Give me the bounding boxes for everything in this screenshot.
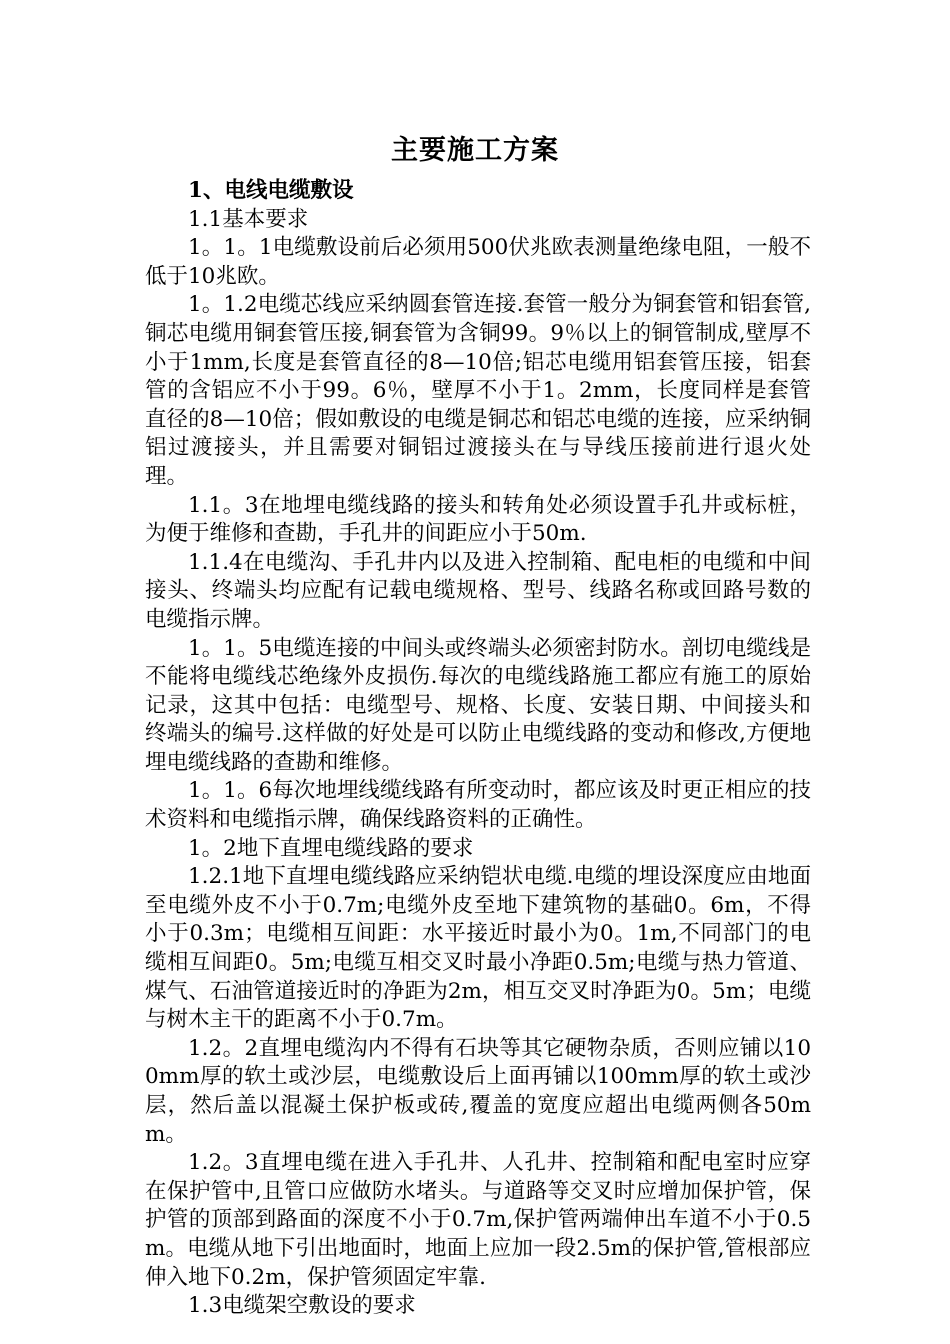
page-title: 主要施工方案 <box>391 135 559 166</box>
section-heading: 1、电线电缆敷设 <box>188 178 354 203</box>
document-body <box>145 177 811 1321</box>
paragraph: 1.1.4在电缆沟、手孔井内以及进入控制箱、配电柜的电缆和中间接头、终端头均应配有记载电缆规格、型号、线路名称或回路号数的电缆指示牌。 <box>145 549 811 632</box>
paragraph: 1。1。6每次地埋线缆线路有所变动时，都应该及时更正相应的技术资料和电缆指示牌，确保线路资料的正确性。 <box>145 778 811 833</box>
subsection-heading: 1.3电缆架空敷设的要求 <box>188 1293 416 1319</box>
paragraph: 1。1。5电缆连接的中间头或终端头必须密封防水。剖切电缆线是不能将电缆线芯绝缘外皮损伤.每次的电缆线路施工都应有施工的原始记录，这其中包括：电缆型号、规格、长度、安装日期、中间接头和终端头的编号.这样做的好处是可以防止电缆线路的变动和修改,方便地埋电缆线路的查勘和维修。 <box>145 635 811 775</box>
paragraph: 1.2。3直埋电缆在进入手孔井、人孔井、控制箱和配电室时应穿在保护管中,且管口应做防水堵头。与道路等交叉时应增加保护管，保护管的顶部到路面的深度不小于0.7m,保护管两端伸出车道不小于0.5m。电缆从地下引出地面时，地面上应加一段2.5m的保护管,管根部应伸入地下0.2m，保护管须固定牢靠. <box>145 1150 811 1290</box>
subsection-heading: 1。2地下直埋电缆线路的要求 <box>188 835 474 861</box>
paragraph: 1。1。1电缆敷设前后必须用500伏兆欧表测量绝缘电阻，一般不低于10兆欧。 <box>145 235 811 289</box>
subsection-heading: 1.1基本要求 <box>188 206 309 232</box>
paragraph: 1.2。2直埋电缆沟内不得有石块等其它硬物杂质，否则应铺以100mm厚的软土或沙层，电缆敷设后上面再铺以100mm厚的软土或沙层，然后盖以混凝土保护板或砖,覆盖的宽度应超出电缆两侧各50mm。 <box>145 1035 811 1147</box>
paragraph: 1。1.2电缆芯线应采纳圆套管连接.套管一般分为铜套管和铝套管,铜芯电缆用铜套管压接,铜套管为含铜99。9％以上的铜管制成,壁厚不小于1mm,长度是套管直径的8—10倍;铝芯电缆用铝套管压接，铝套管的含铝应不小于99。6％，壁厚不小于1。2mm，长度同样是套管直径的8—10倍；假如敷设的电缆是铜芯和铝芯电缆的连接，应采纳铜铝过渡接头，并且需要对铜铝过渡接头在与导线压接前进行退火处理。 <box>145 292 811 489</box>
paragraph: 1.1。3在地埋电缆线路的接头和转角处必须设置手孔井或标桩，为便于维修和查勘，手孔井的间距应小于50m. <box>145 492 811 547</box>
paragraph: 1.2.1地下直埋电缆线路应采纳铠状电缆.电缆的埋设深度应由地面至电缆外皮不小于0.7m;电缆外皮至地下建筑物的基础0。6m，不得小于0.3m；电缆相互间距：水平接近时最小为0。1m,不同部门的电缆相互间距0。5m;电缆互相交叉时最小净距0.5m;电缆与热力管道、煤气、石油管道接近时的净距为2m，相互交叉时净距为0。5m；电缆与树木主干的距离不小于0.7m。 <box>145 864 811 1033</box>
